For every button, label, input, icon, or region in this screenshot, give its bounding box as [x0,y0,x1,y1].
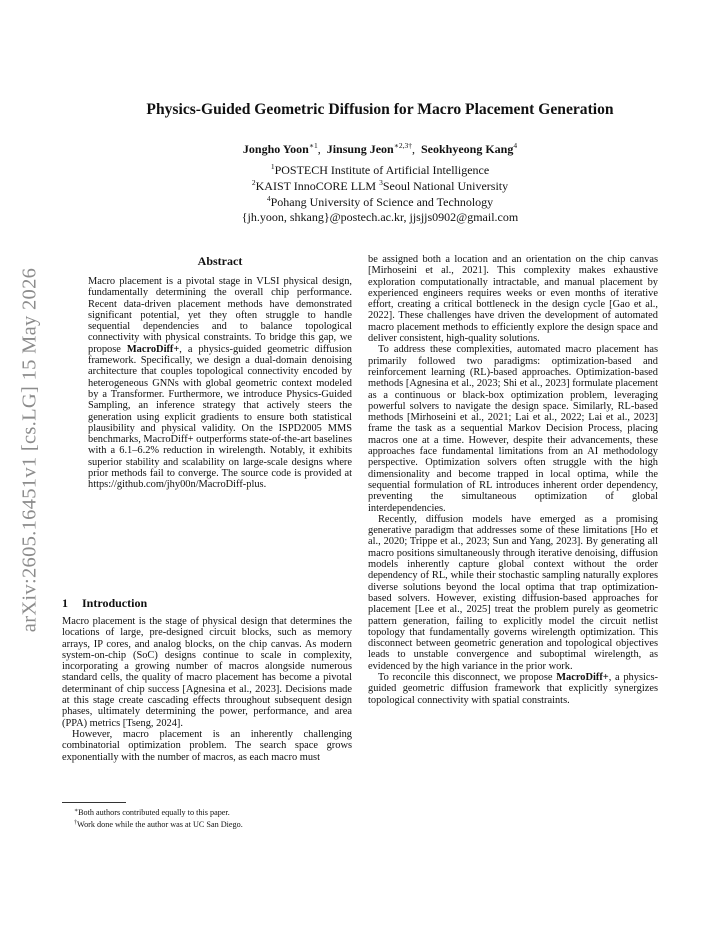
author-emails: {jh.yoon, shkang}@postech.ac.kr, jjsjjs0902@gmail.com [241,210,519,224]
footnote [62,806,352,818]
affiliation-mark: 2 [251,178,256,187]
author-name: Jongho Yoon [242,142,309,156]
author-name: Jinsung Jeon [326,142,394,156]
author-marks: ∗2,3† [393,141,412,150]
method-name: MacroDiff+ [126,343,180,355]
affiliation-mark: 1 [270,162,275,171]
author-name: Seokhyeong Kang [420,142,514,156]
abstract-body [88,276,352,491]
footnote-mark: † [74,820,77,826]
method-name: MacroDiff+ [556,671,609,683]
affiliation-text: Seoul National University [382,179,509,193]
footnote-text: Work done while the author was at UC San Diego. [77,820,243,829]
paragraph [368,672,658,706]
footnote-mark: ∗ [74,808,79,814]
affiliation-mark: 4 [266,194,271,203]
footnotes [62,806,352,830]
paragraph: To address these complexities, automated macro placement has primarily followed two paradigms: optimization-based and reinforcement learning (RL)-based approaches. Optimization-based methods [Agnesina et al., 2023; Shi et al., 2023] formulate placement as a continuous or black-box optimization problem, leveraging powerful solvers to navigate the design space. Similarly, RL-based methods [Mirhoseini et al., 2021; Lai et al., 2022; Lai et al., 2023] frame the task as a sequential Markov Decision Process, placing macros one at a time. However, despite their advancements, these approaches face fundamental limitations from an AI methodology perspective. Optimization solvers often struggle with the high dimensionality and become trapped in local optima, while the sequential formulation of RL introduces inherent order dependency, preventing the simultaneous optimization of global interdependencies. [368,344,658,514]
footnote-text: Both authors contributed equally to this paper. [78,808,230,817]
affiliation-text: POSTECH Institute of Artificial Intelligence [274,163,490,177]
arxiv-sidebar [0,230,60,670]
author-marks: ∗1 [308,141,318,150]
abstract-text: Macro placement is a pivotal stage in VLSI physical design, fundamentally determining the overall chip performance. Recent data-driven placement methods have demonstrated significant potential, yet they often struggle to handle sequential dependencies and to balance topological connectivity with physical constraints. To bridge this gap, we propose [88,276,352,355]
abstract-heading: Abstract [197,254,243,268]
author-line: Jongho Yoon$^{∗1}$, Jinsung Jeon$^{∗2,3\dagger}$, Seokhyeong Kang$^4$ [242,141,518,156]
footnote [62,818,352,830]
affiliation-3 [60,191,700,210]
paragraph: However, macro placement is an inherently challenging combinatorial optimization problem. The search space grows exponentially with the number of macros, as each macro must [62,728,352,763]
intro-right-column [368,254,658,706]
paragraph-text: To reconcile this disconnect, we propose [378,671,557,683]
paragraph: Recently, diffusion models have emerged as a promising generative paradigm that addresses some of these limitations [Ho et al., 2020; Trippe et al., 2023; Sun and Yang, 2023]. By generating all macro positions simultaneously through iterative denoising, diffusion models inherently capture global context without the order dependency of RL, while their stochastic sampling naturally explores diverse solutions beyond the local optima that trap optimization-based solvers. However, existing diffusion-based approaches for placement [Lee et al., 2025] treat the problem purely as geometric pattern generation, failing to explicitly model the circuit netlist topology that fundamentally governs wirelength optimization. This disconnect between geometric generation and topological objectives leads to unstable convergence and suboptimal wirelength, as evidenced by the high variance in the prior work. [368,513,658,672]
abstract-text: , a physics-guided geometric diffusion framework. Specifically, we design a dual-domain denoising architecture that couples topological connectivity encoded by heterogeneous GNNs with global geometric context modeled by a Transformer. Furthermore, we introduce Physics-Guided Sampling, an inference strategy that actively steers the generation using explicit gradients to ensure both statistical plausibility and physical validity. On the ISPD2005 MMS benchmarks, MacroDiff+ outperforms state-of-the-art baselines with a 6.1–6.2% reduction in wirelength. Notably, it exhibits superior stability and scalability on large-scale designs where prior methods fail to converge. The source code is provided at https://github.com/jhy00n/MacroDiff-plus. [88,343,352,491]
section-heading [62,596,147,611]
arxiv-identifier: arXiv:2605.16451v1 [cs.LG] 15 May 2026 [18,267,41,633]
footnote-rule [62,802,126,803]
section-title: Introduction [82,596,148,610]
section-number: 1 [62,596,68,610]
affiliation-text: KAIST InnoCORE LLM [255,179,380,193]
paragraph: be assigned both a location and an orientation on the chip canvas [Mirhoseini et al., 2021]. This complexity makes exhaustive exploration computationally intractable, and manual placement by experienced engineers requires weeks or even months of iterative effort, creating a critical bottleneck in the design cycle [Gao et al., 2022]. These challenges have driven the development of automated macro placement methods to efficiently explore the design space and deliver consistent, high-quality solutions. [368,254,658,345]
paragraph: Macro placement is the stage of physical design that determines the locations of large, pre-designed circuit blocks, such as memory arrays, IP cores, and analog blocks, on the chip canvas. As modern system-on-chip (SoC) designs continue to scale in complexity, incorporating a growing number of macros alongside numerous standard cells, the quality of macro placement has become a pivotal determinant of chip success [Agnesina et al., 2023]. Decisions made at this stage create cascading effects throughout subsequent design phases, ultimately determining the power, performance, and area (PPA) metrics [Tseng, 2024]. [62,616,352,729]
paragraph-text: , a physics-guided geometric diffusion framework that explicitly synergizes topological connectivity with spatial constraints. [368,671,658,706]
affiliation-mark: 3 [379,178,383,187]
intro-left-column [62,616,352,763]
affiliation-text: Pohang University of Science and Technology [270,195,494,209]
paper-title: Physics-Guided Geometric Diffusion for Macro Placement Generation [146,101,614,118]
author-marks: 4 [513,141,518,150]
